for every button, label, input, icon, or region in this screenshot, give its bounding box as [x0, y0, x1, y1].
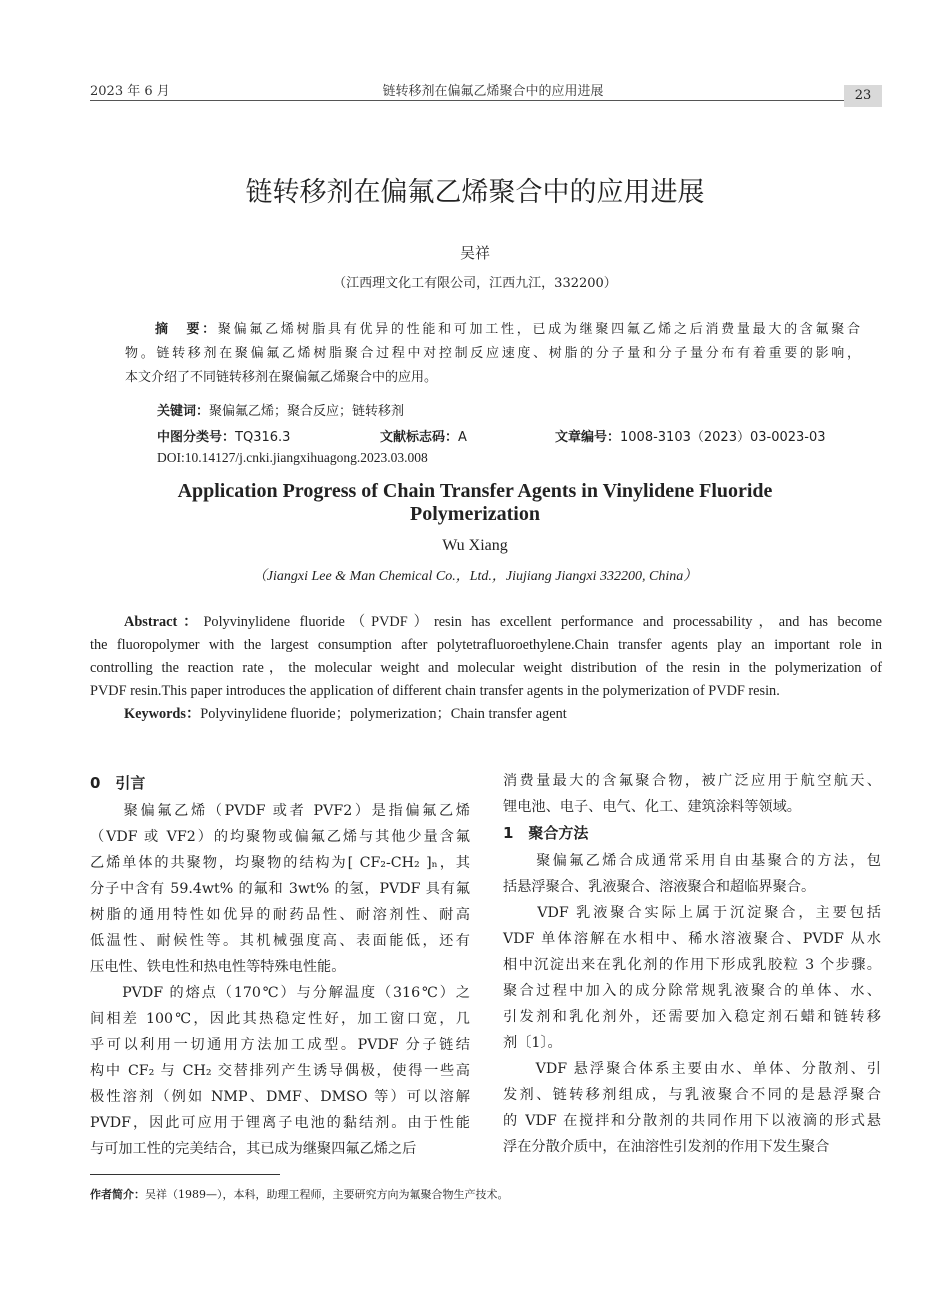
text-line: 聚合过程中加入的成分除常规乳液聚合的单体、水、 — [503, 983, 881, 999]
affiliation-en: （Jiangxi Lee & Man Chemical Co.，Ltd.，Jiujiang Jiangxi 332200, China） — [252, 569, 698, 584]
text-line: 极性溶剂（例如 NMP、DMF、DMSO 等）可以溶解 — [90, 1089, 470, 1105]
author-en: Wu Xiang — [442, 537, 508, 554]
header-rule — [90, 100, 882, 101]
abstract-cn-label: 摘 要： — [155, 322, 218, 337]
keywords-en: Polyvinylidene fluoride；polymerization；Chain transfer agent — [200, 706, 567, 722]
section-heading-methods: 1 聚合方法 — [503, 824, 589, 842]
clc-number: 中图分类号：TQ316.3 — [157, 430, 291, 445]
text-line: 聚偏氟乙烯（PVDF 或者 PVF2）是指偏氟乙烯 — [90, 803, 470, 819]
doi: DOI:10.14127/j.cnki.jiangxihuagong.2023.03.008 — [157, 450, 428, 465]
affiliation-cn: （江西理文化工有限公司，江西九江，332200） — [333, 276, 617, 291]
abstract-en-label: Abstract： — [124, 614, 204, 630]
header-date: 2023 年 6 月 — [90, 84, 170, 99]
text-line: 树脂的通用特性如优异的耐药品性、耐溶剂性、耐高 — [90, 907, 470, 923]
text-line: 括悬浮聚合、乳液聚合、溶液聚合和超临界聚合。 — [503, 879, 816, 895]
article-number: 文章编号：1008-3103（2023）03-0023-03 — [555, 430, 826, 445]
text-line: 浮在分散介质中，在油溶性引发剂的作用下发生聚合 — [503, 1139, 830, 1155]
text-line: 乎可以利用一切通用方法加工成型。PVDF 分子链结 — [90, 1037, 470, 1053]
author-cn: 吴祥 — [459, 244, 490, 262]
text-line: PVDF，因此可应用于锂离子电池的黏结剂。由于性能 — [90, 1115, 470, 1131]
text-line: 乙烯单体的共聚物，均聚物的结构为[ CF₂-CH₂ ]ₙ，其 — [90, 855, 470, 871]
text-line: 相中沉淀出来在乳化剂的作用下形成乳胶粒 3 个步骤。 — [503, 957, 881, 973]
abstract-cn-line: 物。链转移剂在聚偏氟乙烯树脂聚合过程中对控制反应速度、树脂的分子量和分子量分布有着重要的影响， — [125, 346, 860, 361]
text-line: 消费量最大的含氟聚合物，被广泛应用于航空航天、 — [503, 773, 881, 789]
text-line: 压电性、铁电性和热电性等特殊电性能。 — [90, 959, 346, 975]
text-line: PVDF 的熔点（170℃）与分解温度（316℃）之 — [90, 985, 470, 1001]
author-bio-footnote: 作者简介：吴祥（1989—），本科，助理工程师，主要研究方向为氟聚合物生产技术。 — [90, 1188, 509, 1201]
paragraph — [90, 980, 470, 1162]
text-line: 低温性、耐候性等。其机械强度高、表面能低，还有 — [90, 933, 470, 949]
text-line: 锂电池、电子、电气、化工、建筑涂料等领域。 — [503, 799, 801, 815]
text-line: 剂〔1〕。 — [503, 1035, 562, 1051]
keywords-en-label: Keywords： — [124, 706, 201, 722]
right-column — [503, 768, 881, 1160]
text-line: VDF 乳液聚合实际上属于沉淀聚合，主要包括 — [503, 905, 881, 921]
text-line: （VDF 或 VF2）的均聚物或偏氟乙烯与其他少量含氟 — [90, 829, 470, 845]
paragraph — [503, 1056, 881, 1160]
page-number: 23 — [844, 85, 882, 107]
paragraph — [90, 798, 470, 980]
abstract-cn-line: 本文介绍了不同链转移剂在聚偏氟乙烯聚合中的应用。 — [125, 370, 438, 385]
text-line: VDF 单体溶解在水相中、稀水溶液聚合、PVDF 从水 — [503, 931, 881, 947]
paragraph — [503, 848, 881, 900]
footnote-rule — [90, 1174, 280, 1175]
title-cn: 链转移剂在偏氟乙烯聚合中的应用进展 — [245, 177, 705, 208]
text-line: 聚偏氟乙烯合成通常采用自由基聚合的方法，包 — [503, 853, 881, 869]
header-running-title: 链转移剂在偏氟乙烯聚合中的应用进展 — [382, 84, 604, 99]
abstract-cn-line: 聚偏氟乙烯树脂具有优异的性能和可加工性，已成为继聚四氟乙烯之后消费量最大的含氟聚合 — [217, 322, 860, 337]
text-line: 构中 CF₂ 与 CH₂ 交替排列产生诱导偶极，使得一些高 — [90, 1063, 470, 1079]
section-heading-intro: 0 引言 — [90, 774, 146, 792]
keywords-cn: 关键词：聚偏氟乙烯；聚合反应；链转移剂 — [157, 404, 405, 419]
paragraph — [503, 900, 881, 1056]
left-column — [90, 770, 470, 1162]
text-line: 分子中含有 59.4wt% 的氟和 3wt% 的氢，PVDF 具有氟 — [90, 881, 470, 897]
title-en: Application Progress of Chain Transfer Agents in Vinylidene Fluoride Polymerization — [177, 480, 773, 525]
document-code: 文献标志码：A — [380, 430, 467, 445]
abstract-cn — [125, 318, 860, 390]
text-line: 引发剂和乳化剂外，还需要加入稳定剂石蜡和链转移 — [503, 1009, 881, 1025]
text-line: 的 VDF 在搅拌和分散剂的共同作用下以液滴的形式悬 — [503, 1113, 881, 1129]
abstract-en: Abstract：Polyvinylidene fluoride（PVDF）resin has excellent performance and processability，and has become the fluoropolymer with the largest consumption after polytetrafluoroethylene.Chain transfer agents play an important role in controlling the reaction rate，the molecular weight and molecular weight distribution of the resin in the polymerization of PVDF resin.This paper introduces the application of different chain transfer agents in the polymerization of PVDF resin. Keywords：Polyvinylidene fluoride；polymerization；Chain transfer agent — [90, 614, 882, 722]
text-line: VDF 悬浮聚合体系主要由水、单体、分散剂、引 — [503, 1061, 881, 1077]
text-line: 间相差 100℃，因此其热稳定性好，加工窗口宽，几 — [90, 1011, 470, 1027]
text-line: 与可加工性的完美结合，其已成为继聚四氟乙烯之后 — [90, 1141, 417, 1157]
text-line: 发剂、链转移剂组成，与乳液聚合不同的是悬浮聚合 — [503, 1087, 881, 1103]
